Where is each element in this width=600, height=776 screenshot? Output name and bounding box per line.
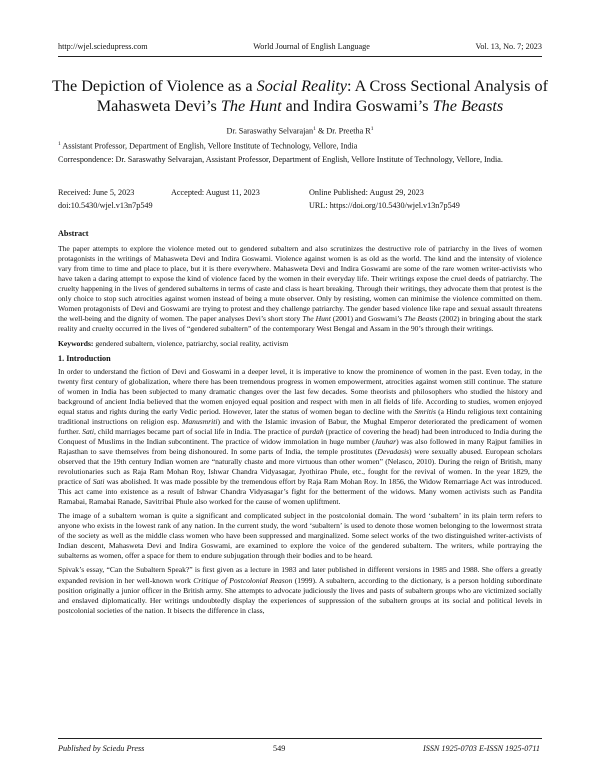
volume-info: Vol. 13, No. 7; 2023 bbox=[475, 42, 542, 51]
journal-name: World Journal of English Language bbox=[253, 42, 370, 51]
footer-divider bbox=[58, 738, 542, 739]
publication-dates bbox=[58, 186, 542, 212]
publisher: Published by Sciedu Press bbox=[58, 744, 145, 753]
abstract-heading: Abstract bbox=[58, 229, 89, 238]
keywords: Keywords: gendered subaltern, violence, patriarchy, social reality, activism bbox=[58, 339, 289, 349]
affiliation: $^1$ Assistant Professor, Department of English, Vellore Institute of Technology, Vellore, India bbox=[58, 141, 358, 151]
paper-title: The Depiction of Violence as a Social Reality: A Cross Sectional Analysis of Mahasweta Devi’s The Hunt and Indira Goswami’s The Beasts bbox=[52, 77, 548, 115]
published-date: Online Published: August 29, 2023 bbox=[309, 188, 424, 197]
intro-paragraph-3: Spivak’s essay, “Can the Subaltern Speak?” is first given as a lecture in 1983 and later published in different versions in 1985 and 1988. She offers a greatly expanded revision in her well-known work Critique of Postcolonial Reason (1999). A subaltern, according to the dictionary, is a person holding subordinate position originally a junior officer in the British army. She attempts to advocate judiciously the lives and pasts of subaltern groups who are victimized socially and enslaved diplomatically. Her writings undoubtedly display the experiences of suppression of the subaltern groups at its social and political levels in postcolonial societies of the nation. It bisects the difference in class, bbox=[58, 565, 542, 615]
correspondence: Correspondence: Dr. Saraswathy Selvarajan, Assistant Professor, Department of English, Vellore Institute of Technology, Vellore, India. bbox=[58, 155, 503, 164]
abstract-text: The paper attempts to explore the violence meted out to gendered subaltern and also scrutinizes the destructive role of patriarchy in the lives of women protagonists in the writings of Mahasweta Devi and Indira Goswami. Violence against women is as old as the world. The kind and the intensity of violence vary from time to time and place to place, but it is there everywhere. Mahasweta Devi and Indira Goswami are some of the rare women writer-activists who have taken a daring attempt to expose the kind of violence faced by the women in their everyday life. Their writings expose the cruel deeds of patriarchy. The cruelty happening in the lives of gendered subalterns in terms of caste and class is heart breaking. Through their writings, they advocate them that protest is the only choice to stop such atrocities against women instead of being a mute observer. Only by resisting, women can minimise the violence committed on them. Women protagonists of Devi and Goswami are trying to protest and they challenge patriarchy. The gender based violence like rape and sexual assault threatens the well-being and the dignity of women. The paper analyses Devi’s short story The Hunt (2001) and Goswami’s The Beasts (2002) in bringing about the stark reality and cruelty occurred in the lives of “gendered subaltern” of the contemporary West Bengal and Assam in the 90’s through their writings. bbox=[58, 244, 542, 334]
page-number: 549 bbox=[273, 744, 286, 753]
introduction-heading: 1. Introduction bbox=[58, 353, 111, 363]
accepted-date: Accepted: August 11, 2023 bbox=[171, 188, 260, 197]
article-body bbox=[58, 229, 542, 616]
received-date: Received: June 5, 2023 bbox=[58, 188, 135, 197]
running-header bbox=[58, 42, 542, 54]
header-divider bbox=[58, 56, 542, 57]
intro-paragraph-1: In order to understand the fiction of Devi and Goswami in a deeper level, it is imperative to know the prominence of women in the past. Even today, in the twenty first century of globalization, where there has been tremendous progress in women empowerment, atrocities against women still continue. The stature of women in India has been subjected to many dramatic changes over the last few decades. Some theorists and philosophers who studied the history and background of ancient India believed that the women enjoyed equal position and respect with men in all fields of life. According to studies, women enjoyed equal status and rights during the early Vedic period. However, later the status of women began to decline with the Smritis (a Hindu religious text containing traditional instructions on religion esp. Manusmriti) and with the Islamic invasion of Babur, the Mughal Emperor deteriorated the predicament of women further. Sati, child marriages became part of social life in India. The practice of purdah (practice of covering the head) had been introduced to India during the Conquest of Muslims in the Indian subcontinent. The practice of widow immolation in huge number (Jauhar) was also followed in many Rajput families in Rajasthan to save themselves from being dishonoured. In some parts of India, the temple prostitutes (Devadasis) were sexually abused. European scholars observed that the 19th century Indian women are “naturally chaste and more virtuous than other women” (Nelasco, 2010). During the reign of British, many revolutionaries such as Raja Ram Mohan Roy, Ishwar Chandra Vidyasagar, Jyothirao Phule, etc., fought for the revival of women. In the year 1829, the practice of Sati was abolished. It was made possible by the tremendous effort by Raja Ram Mohan Roy. In 1856, the Widow Remarriage Act was introduced. This act came into existence as a result of Ishwar Chandra Vidyasagar’s fight for the betterment of the widows. Many women activists such as Pandita Ramabai, Ramabai Ranade, Savitribai Phule also worked for the cause of women upliftment. bbox=[58, 366, 543, 507]
author-list: Dr. Saraswathy Selvarajan$^1$ & Dr. Preetha $R^1$ bbox=[226, 126, 374, 136]
intro-paragraph-2: The image of a subaltern woman is quite a significant and complicated subject in the postcolonial domain. The word ‘subaltern’ in its plain term refers to anyone who exists in the lowest rank of any nation. In the current study, the word ‘subaltern’ is used to denote those women belonging to the lowermost strata of the society as well as the middle class women who have been suppressed and marginalized. Some select works of the two distinguished writer-activists of Indian descent, Mahasweta Devi and Indira Goswami, are examined to explore the voice of the gendered subaltern. The writers, while portraying the subalterns as women, offer a space for them to endure subjugation through their bodies and to be heard. bbox=[58, 511, 542, 561]
doi[interactable]: doi:10.5430/wjel.v13n7p549 bbox=[58, 201, 153, 210]
journal-url[interactable]: http://wjel.sciedupress.com bbox=[58, 42, 148, 51]
issn: ISSN 1925-0703 E-ISSN 1925-0711 bbox=[423, 744, 540, 753]
page-footer bbox=[58, 744, 542, 753]
doi-url[interactable]: URL: https://doi.org/10.5430/wjel.v13n7p549 bbox=[309, 201, 460, 210]
